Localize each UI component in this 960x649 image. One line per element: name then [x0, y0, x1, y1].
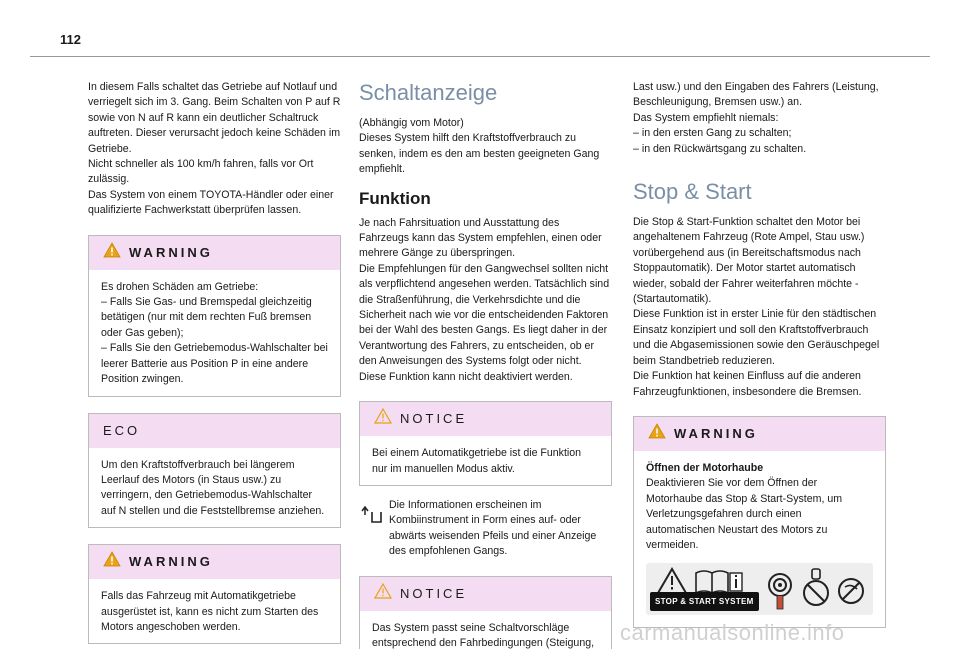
eco-box — [88, 413, 341, 529]
section-heading-stop-start: Stop & Start — [633, 179, 752, 205]
warning-box-transmission — [88, 235, 341, 397]
warning-title: WARNING — [129, 244, 213, 260]
notice-title: NOTICE — [400, 411, 468, 427]
top-divider — [30, 56, 930, 57]
stop-start-body: Die Stop & Start-Funktion schaltet den Motor bei angehaltenem Fahrzeug (Rote Ampel, Stau usw.) vorübergehend aus (in Bereitschaftsmodus nach Stoppautomatik). Der Motor startet automatisch wieder, sobald der Fahrer weiterfahren möchte - (Startautomatik). Diese Funktion ist in erster Linie für den städtischen Einsatz konzipiert und soll den Kraftstoffverbrauch und die Abgasemissionen sowie den Geräuschpegel beim Standbetrieb reduzieren. Die Funktion hat keinen Einfluss auf die anderen Fahrzeugfunktionen, insbesondere die Bremsen. — [633, 216, 880, 398]
warning-triangle-icon — [103, 242, 121, 263]
notice-header — [360, 577, 611, 611]
column-left — [88, 80, 341, 649]
section-heading-schaltanzeige: Schaltanzeige — [359, 80, 498, 105]
notice-body: Bei einem Automatikgetriebe ist die Funktion nur im manuellen Modus aktiv. — [372, 447, 582, 475]
notice-box-conditions — [359, 576, 612, 649]
eco-body: Um den Kraftstoffverbrauch bei längerem Leerlauf des Motors (in Staus usw.) zu verringern, den Getriebemodus-Wahlschalter auf N stellen und die Feststellbremse anziehen. — [101, 458, 325, 517]
warning-header — [89, 545, 340, 579]
info-note — [359, 498, 612, 560]
warning-title: WARNING — [129, 554, 213, 570]
funktion-body: Je nach Fahrsituation und Ausstattung des Fahrzeugs kann das System empfehlen, einen oder mehrere Gänge zu überspringen. Die Empfehlungen für den Gangwechsel sollten nicht als verpflichtend angesehen werden. Tatsächlich sind die Straßenführung, die Verkehrsdichte und die Sicherheit nach wie vor die entscheidenden Faktoren bei der Wahl des besten Gangs. Es liegt daher in der Verantwortung des Fahrers, zu entscheiden, ob er den Anweisungen des Systems folgt oder nicht. Diese Funktion kann nicht deaktiviert werden. — [359, 216, 610, 383]
notice-box-automatic — [359, 401, 612, 486]
warning-triangle-icon — [648, 423, 666, 444]
stop-start-system-label: STOP & START SYSTEM — [650, 592, 759, 611]
warning-title: WARNING — [674, 426, 758, 442]
warning-body: Falls das Fahrzeug mit Automatikgetriebe ausgerüstet ist, kann es nicht zum Starten des Motors angeschoben werden. — [101, 590, 319, 633]
eco-title: ECO — [103, 422, 141, 438]
warning-body — [634, 451, 885, 561]
page-number: 112 — [60, 32, 81, 47]
warning-text: Deaktivieren Sie vor dem Öffnen der Motorhaube das Stop & Start-System, um Verletzungsgefahren durch einen automatischen Neustart des Motors zu vermeiden. — [646, 477, 843, 551]
warning-header — [634, 417, 885, 451]
watermark: carmanualsonline.info — [620, 620, 845, 645]
intro-paragraph: In diesem Falls schaltet das Getriebe auf Notlauf und verriegelt sich im 3. Gang. Beim Schalten von P auf R sowie von N auf R kann ein deutlicher Schaltruck auftreten. Dieser verursacht jedoch keine Schäden im Getriebe. Nicht schneller als 100 km/h fahren, falls vor Ort zulässig. Das System von einem TOYOTA-Händler oder einer qualifizierte Fachwerkstatt überprüfen lassen. — [88, 81, 341, 217]
section-intro: (Abhängig vom Motor) Dieses System hilft den Kraftstoffverbrauch zu senken, indem es den am besten geeigneten Gang empfiehlt. — [359, 117, 600, 176]
column-right — [633, 80, 886, 640]
eco-header — [89, 414, 340, 448]
warning-body: Es drohen Schäden am Getriebe: – Falls Sie Gas- und Bremspedal gleichzeitig betätigen (nur mit dem rechten Fuß bremsen oder Gas geben); – Falls Sie den Getriebemodus-Wahlschalter bei leerer Batterie aus Position P in eine andere Position zwingen. — [101, 280, 328, 386]
subheading-funktion: Funktion — [359, 188, 431, 208]
warning-subtitle: Öffnen der Motorhaube — [646, 461, 764, 474]
warning-header — [89, 236, 340, 270]
column-middle — [359, 80, 612, 649]
notice-body: Das System passt seine Schaltvorschläge entsprechend den Fahrbedingungen (Steigung, — [372, 621, 595, 649]
notice-title: NOTICE — [400, 585, 468, 601]
warning-box-bonnet — [633, 416, 886, 628]
warning-box-push-start — [88, 544, 341, 644]
gear-shift-arrow-icon — [359, 498, 389, 560]
notice-triangle-icon — [374, 408, 392, 429]
info-text: Die Informationen erscheinen im Kombiinstrument in Form eines auf- oder abwärts weisenden Pfeils und einer Anzeige des empfohlenen Gangs. — [389, 498, 597, 558]
warning-triangle-icon — [103, 551, 121, 572]
notice-header — [360, 402, 611, 436]
continuation-paragraph: Last usw.) und den Eingaben des Fahrers (Leistung, Beschleunigung, Bremsen usw.) an. Das System empfiehlt niemals: – in den ersten Gang zu schalten; – in den Rückwärtsgang zu schalten. — [633, 81, 879, 155]
notice-triangle-icon — [374, 583, 392, 604]
stop-start-pictogram-strip — [646, 563, 873, 615]
